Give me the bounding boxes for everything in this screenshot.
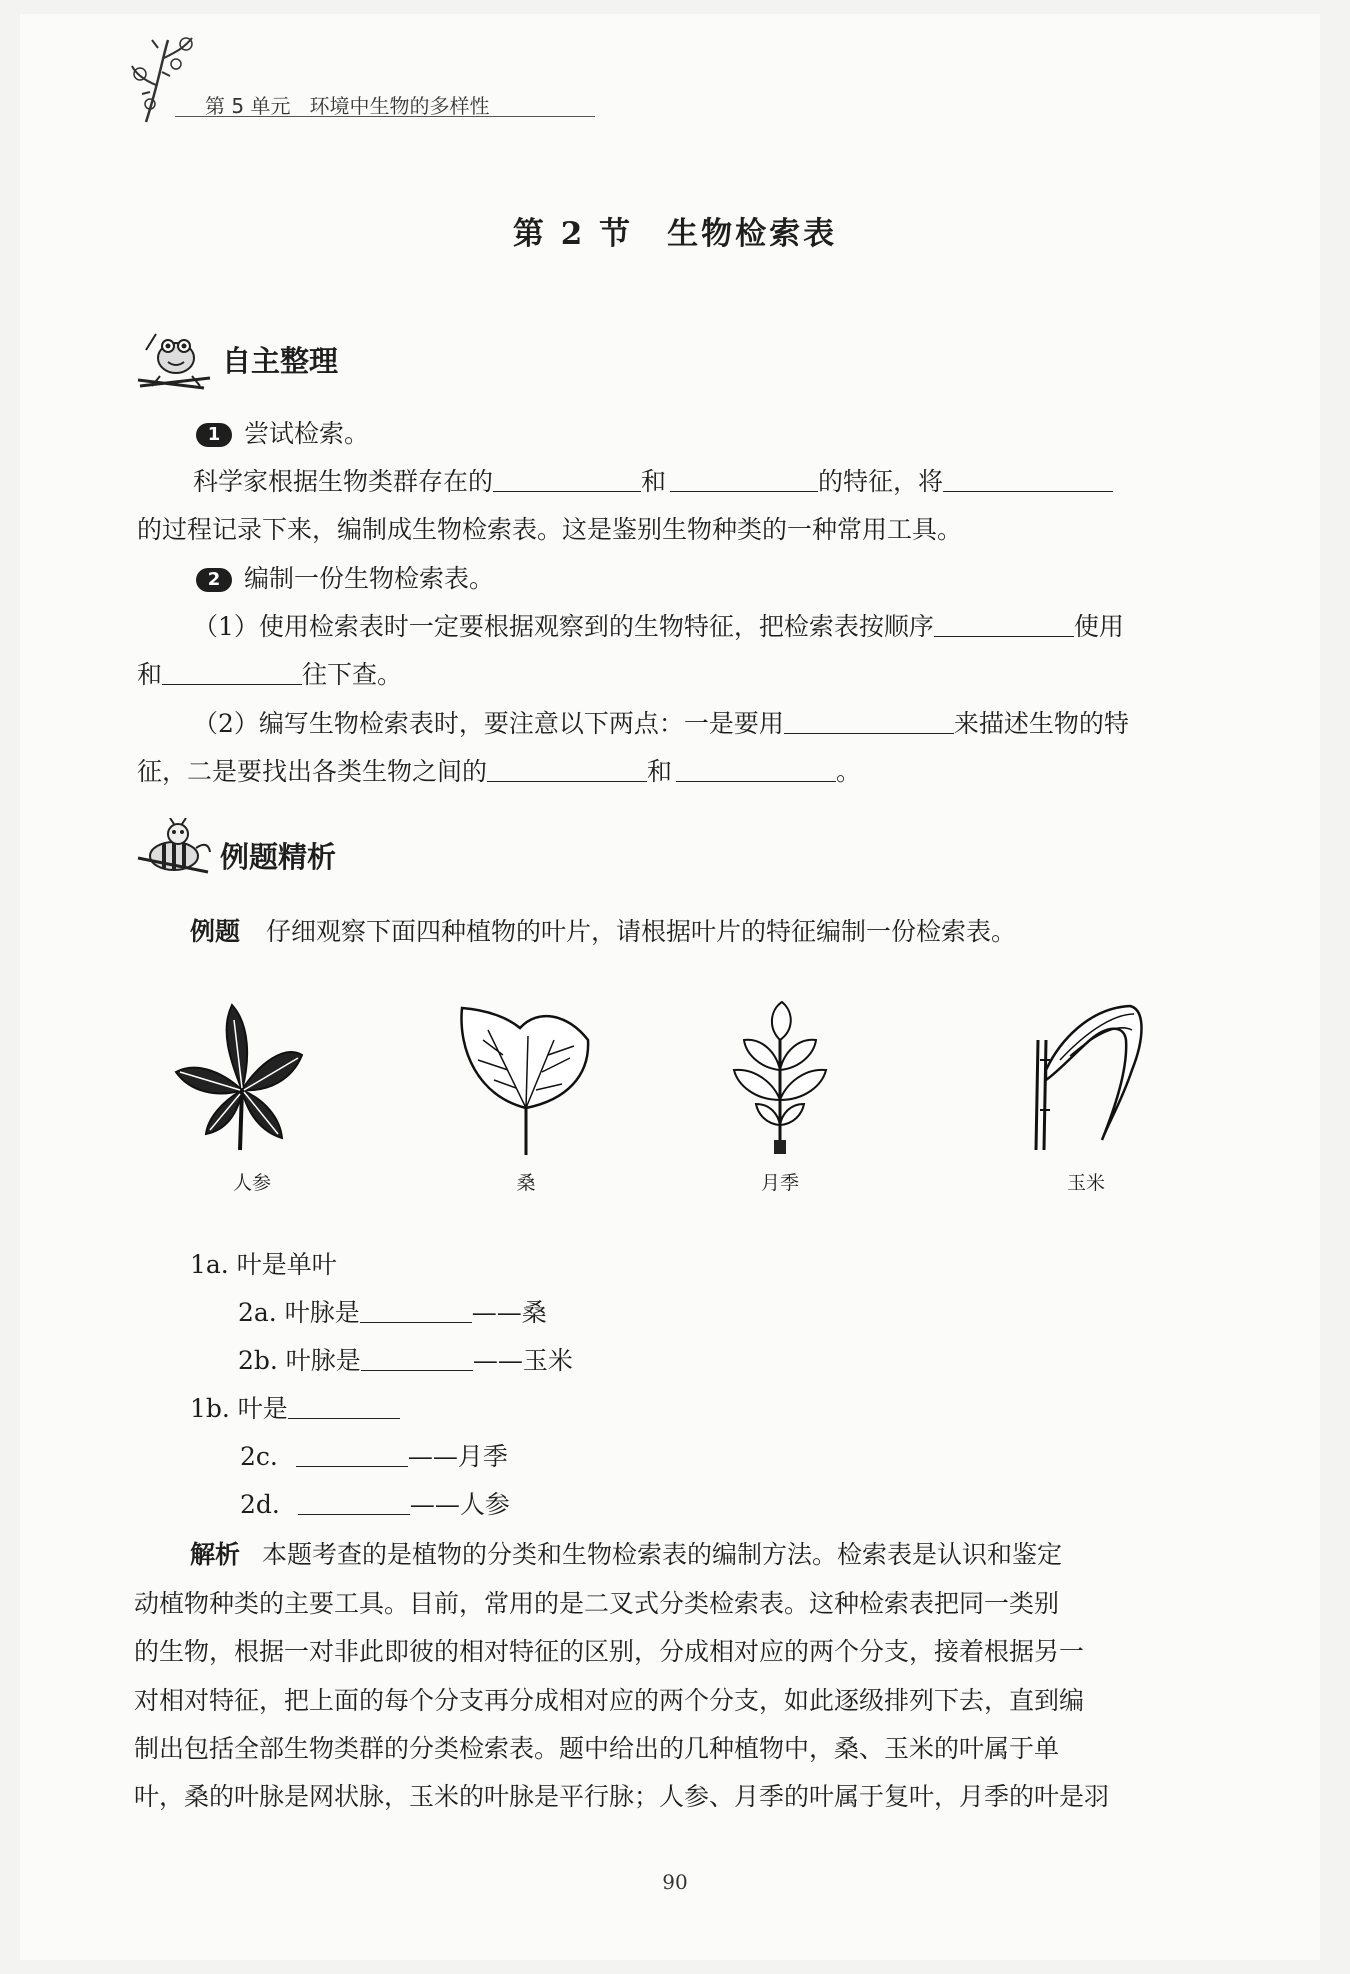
analysis-line-5: 制出包括全部生物类群的分类检索表。题中给出的几种植物中，桑、玉米的叶属于单 (134, 1734, 1060, 1763)
q1-text-b: 使用 (1073, 612, 1124, 641)
unit-number: 第 5 单元 (205, 94, 291, 118)
key-1b-text: 1b. 叶是 (190, 1394, 288, 1423)
q1-text-c: 和 (137, 660, 163, 689)
item1-title: 尝试检索。 (244, 419, 370, 448)
section-title-self-study: 自主整理 (222, 344, 339, 378)
analysis-line-1 (190, 1540, 1062, 1570)
item1-text-a: 科学家根据生物类群存在的 (193, 467, 494, 496)
blank-1[interactable] (493, 469, 641, 492)
plant-label-mulberry: 桑 (516, 1172, 536, 1194)
q1-text-d: 往下查。 (302, 660, 403, 689)
plant-label-corn: 玉米 (1066, 1172, 1105, 1194)
flower-branch-logo-icon (128, 30, 200, 126)
ginseng-leaf-icon (170, 1000, 310, 1160)
q2-text-b: 来描述生物的特 (953, 709, 1129, 738)
blank-2[interactable] (670, 469, 818, 492)
blank-key-2a[interactable] (360, 1300, 472, 1323)
key-2b-text: 2b. 叶脉是 (238, 1346, 361, 1375)
header-rule (175, 116, 595, 117)
analysis-line-6: 叶，桑的叶脉是网状脉，玉米的叶脉是平行脉；人参、月季的叶属于复叶，月季的叶是羽 (134, 1782, 1110, 1811)
key-2c (240, 1442, 508, 1472)
key-2b-answer: ——玉米 (472, 1346, 573, 1375)
blank-6[interactable] (784, 711, 954, 734)
item2-heading (196, 564, 494, 594)
page-number: 90 (662, 1870, 688, 1894)
analysis-label: 解析 (190, 1540, 241, 1569)
question1-line2 (137, 660, 402, 690)
blank-3[interactable] (943, 469, 1113, 492)
item1-paragraph-line1 (193, 467, 1113, 497)
key-1b (190, 1394, 400, 1424)
number-badge-1: 1 (196, 423, 232, 447)
example-question (190, 917, 1016, 947)
item2-title: 编制一份生物检索表。 (244, 564, 495, 593)
key-2b (238, 1346, 573, 1376)
example-label: 例题 (190, 917, 241, 946)
key-2d (240, 1490, 510, 1520)
corn-leaf-icon (1020, 1000, 1160, 1160)
bee-mascot-icon (134, 818, 214, 882)
blank-key-2d[interactable] (298, 1492, 410, 1515)
unit-header (205, 90, 490, 119)
question1-line1 (193, 612, 1124, 642)
item1-text-b: 和 (641, 467, 667, 496)
q2-text-a: （2）编写生物检索表时，要注意以下两点：一是要用 (193, 709, 784, 738)
plant-label-ginseng: 人参 (232, 1172, 271, 1194)
item1-text-c: 的特征，将 (818, 467, 944, 496)
page-sheet (20, 14, 1320, 1960)
question2-line1 (193, 709, 1129, 739)
key-2c-answer: ——月季 (407, 1442, 508, 1471)
question2-line2 (137, 757, 861, 787)
analysis-line-4: 对相对特征，把上面的每个分支再分成相对应的两个分支，如此逐级排列下去，直到编 (134, 1686, 1085, 1715)
item1-paragraph-line2: 的过程记录下来，编制成生物检索表。这是鉴别生物种类的一种常用工具。 (137, 515, 963, 544)
analysis-line-2: 动植物种类的主要工具。目前，常用的是二叉式分类检索表。这种检索表把同一类别 (134, 1589, 1060, 1618)
section-title-example: 例题精析 (220, 840, 337, 874)
number-badge-2: 2 (196, 568, 232, 592)
blank-8[interactable] (676, 759, 836, 782)
key-2d-answer: ——人参 (409, 1490, 510, 1519)
key-2c-text: 2c. (240, 1442, 278, 1471)
plant-label-rose: 月季 (760, 1172, 799, 1194)
blank-key-2c[interactable] (296, 1444, 408, 1467)
key-2a-text: 2a. 叶脉是 (238, 1298, 360, 1327)
rose-leaf-icon (710, 1000, 850, 1160)
key-2a-answer: ——桑 (471, 1298, 547, 1327)
frog-mascot-icon (134, 330, 216, 392)
blank-4[interactable] (934, 614, 1074, 637)
q2-text-e: 。 (836, 757, 862, 786)
analysis-line-3: 的生物，根据一对非此即彼的相对特征的区别，分成相对应的两个分支，接着根据另一 (134, 1637, 1085, 1666)
blank-7[interactable] (487, 759, 647, 782)
blank-5[interactable] (162, 662, 302, 685)
blank-key-1b[interactable] (288, 1396, 400, 1419)
q2-text-c: 征，二是要找出各类生物之间的 (137, 757, 488, 786)
unit-title: 环境中生物的多样性 (309, 94, 490, 118)
item1-heading (196, 419, 369, 449)
q1-text-a: （1）使用检索表时一定要根据观察到的生物特征，把检索表按顺序 (193, 612, 934, 641)
key-1a: 1a. 叶是单叶 (190, 1250, 337, 1279)
blank-key-2b[interactable] (361, 1348, 473, 1371)
q2-text-d: 和 (647, 757, 673, 786)
key-2a (238, 1298, 547, 1328)
mulberry-leaf-icon (458, 1000, 594, 1160)
analysis-text-1: 本题考查的是植物的分类和生物检索表的编制方法。检索表是认识和鉴定 (262, 1540, 1063, 1569)
key-2d-text: 2d. (240, 1490, 280, 1519)
example-text: 仔细观察下面四种植物的叶片，请根据叶片的特征编制一份检索表。 (266, 917, 1017, 946)
page-title: 第 2 节 生物检索表 (512, 216, 838, 252)
